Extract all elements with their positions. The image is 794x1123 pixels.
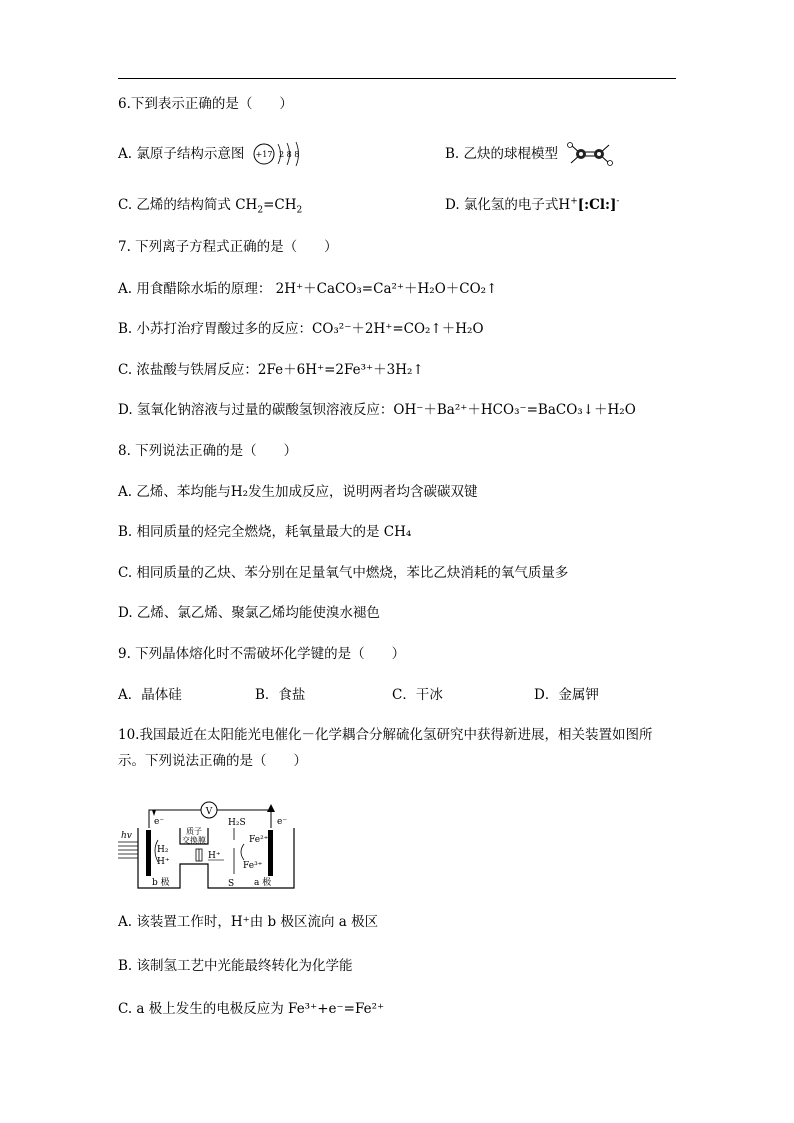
q6-option-a-text: A. 氯原子结构示意图 [118,146,245,162]
q6-stem: 6.下到表示正确的是（ ） [118,96,293,112]
q6-option-d [445,196,619,214]
h2-label: H₂ [157,845,169,855]
electrolysis-cell-diagram [116,790,302,892]
q7-stem: 7. 下列离子方程式正确的是（ ） [118,239,338,255]
q6-option-b: B. 乙炔的球棍模型 [445,146,559,162]
q10-option-b: B. 该制氢工艺中光能最终转化为化学能 [118,958,353,974]
electron-left-label: e⁻ [154,817,165,827]
voltmeter-label: V [205,807,213,817]
shell-electrons: 2 8 8 [279,150,300,159]
q7-option-d: D. 氢氧化钠溶液与过量的碳酸氢钡溶液反应：OH⁻＋Ba²⁺＋HCO₃⁻=BaCO₃↓＋H₂O [118,402,636,418]
q6-option-a [118,145,244,163]
q9-option-d: D．金属钾 [534,687,599,703]
q9-option-b: B．食盐 [255,687,306,703]
membrane-label-1: 质子 [186,827,202,836]
header-rule [118,78,676,79]
q8-option-d: D. 乙烯、氯乙烯、聚氯乙烯均能使溴水褪色 [118,605,380,621]
q9-option-a: A．晶体硅 [118,687,182,703]
q6-c-text: C. 乙烯的结构简式 CH [118,197,258,213]
fe2-label: Fe²⁺ [249,835,269,845]
q10-option-a: A. 该装置工作时，H⁺由 b 极区流向 a 极区 [118,914,379,930]
q7-option-c: C. 浓盐酸与铁屑反应：2Fe＋6H⁺=2Fe³⁺＋3H₂↑ [118,362,424,378]
q6-option-c [118,196,302,214]
fe3-label: Fe³⁺ [243,861,263,871]
b-pole-label: b 极 [152,878,170,888]
q8-option-b: B. 相同质量的烃完全燃烧，耗氧量最大的是 CH₄ [118,524,412,540]
hplus-left-label: H⁺ [157,857,170,867]
membrane-label-2: 交换膜 [182,836,206,845]
q7-option-b: B. 小苏打治疗胃酸过多的反应：CO₃²⁻＋2H⁺=CO₂↑＋H₂O [118,321,484,337]
q6-d-ion: [:Cl:] [577,197,617,213]
q9-stem: 9. 下列晶体熔化时不需破坏化学键的是（ ） [118,646,406,662]
h2s-label: H₂S [228,818,246,828]
electron-right-label: e⁻ [277,817,288,827]
q10-option-c: C. a 极上发生的电极反应为 Fe³⁺+e⁻=Fe²⁺ [118,1001,385,1017]
acetylene-ball-stick-model [566,141,614,167]
q6-d-sup2: - [616,196,620,207]
q6-c-mid: =CH [263,197,297,213]
a-electrode [268,830,273,876]
q6-d-text: D. 氯化氢的电子式H [445,197,571,213]
q8-option-c: C. 相同质量的乙炔、苯分别在足量氧气中燃烧，苯比乙炔消耗的氧气质量多 [118,565,569,581]
s-label: S [228,879,235,889]
q10-stem-line1: 10.我国最近在太阳能光电催化－化学耦合分解硫化氢研究中获得新进展，相关装置如图所 [118,727,653,743]
b-electrode [146,830,151,876]
q8-option-a: A. 乙烯、苯均能与H₂发生加成反应，说明两者均含碳碳双键 [118,484,478,500]
q8-stem: 8. 下列说法正确的是（ ） [118,443,298,459]
chlorine-atom-diagram [252,138,312,170]
q6-c-sub2: 2 [296,205,303,216]
q7-option-a: A. 用食醋除水垢的原理： 2H⁺＋CaCO₃=Ca²⁺＋H₂O＋CO₂↑ [118,281,498,297]
q6-d-sup: + [570,196,578,207]
q9-option-c: C．干冰 [392,687,443,703]
q6-c-sub1: 2 [257,205,264,216]
light-label: hv [121,831,132,841]
nucleus-label: +17 [255,150,273,159]
hplus-mid-label: H⁺ [208,851,221,861]
q10-stem-line2: 示。下列说法正确的是（ ） [118,753,307,769]
a-pole-label: a 极 [254,878,272,888]
